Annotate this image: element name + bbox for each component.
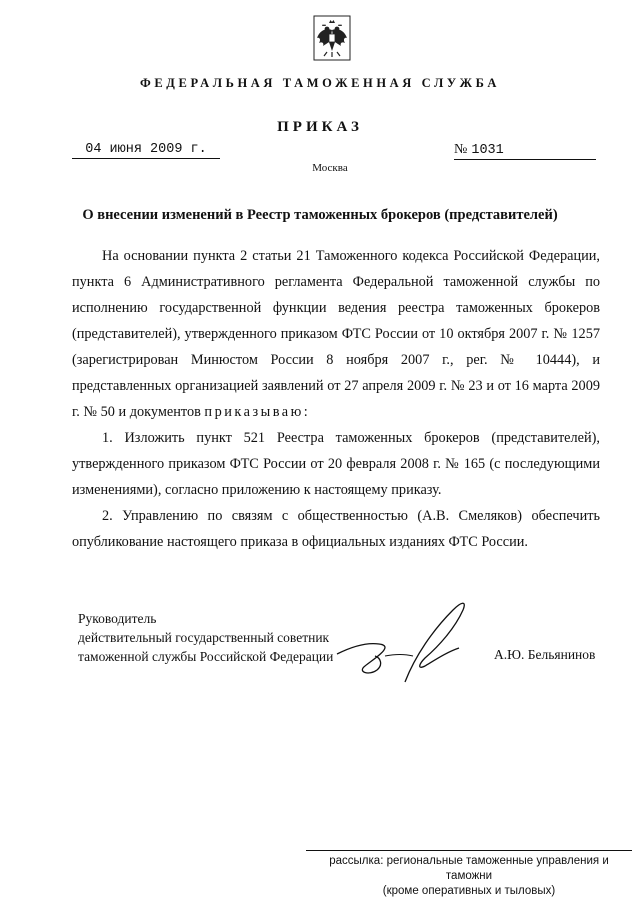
signer-line-1: Руководитель: [78, 611, 157, 626]
agency-name: ФЕДЕРАЛЬНАЯ ТАМОЖЕННАЯ СЛУЖБА: [140, 76, 500, 90]
distribution-line-2: (кроме оперативных и тыловых): [382, 885, 556, 897]
signer-name: А.Ю. Бельянинов: [494, 647, 596, 662]
document-type: ПРИКАЗ: [277, 119, 363, 135]
number-label: №: [454, 142, 468, 157]
order-body: [72, 243, 600, 555]
signature-icon: [335, 596, 485, 688]
paragraph-item-1: 1. Изложить пункт 521 Реестра таможенных брокеров (представителей), утвержденного приказом ФТС России от 20 февраля 2008 г. № 165 (с последующими изменениями), согласно приложению к настоящему приказу.: [72, 430, 600, 498]
order-date: 04 июня 2009 г.: [72, 142, 220, 159]
city: Москва: [312, 162, 348, 174]
order-subject: О внесении изменений в Реестр таможенных брокеров (представителей): [82, 207, 558, 223]
paragraph-item-2: 2. Управлению по связям с общественностью (А.В. Смеляков) обеспечить опубликование настоящего приказа в официальных изданиях ФТС России.: [72, 508, 600, 550]
order-word: приказываю:: [204, 404, 311, 420]
signer-line-3: таможенной службы Российской Федерации: [78, 649, 334, 664]
distribution-line-1: рассылка: региональные таможенные управления и таможни: [329, 855, 609, 882]
signer-position: [78, 609, 333, 666]
distribution-list: [306, 850, 632, 899]
number-value: 1031: [471, 143, 504, 158]
paragraph-basis: [72, 243, 600, 425]
basis-text: На основании пункта 2 статьи 21 Таможенного кодекса Российской Федерации, пункта 6 Административного регламента Федеральной таможенной службы по исполнению государственной функции ведения реестра таможенных брокеров (представителей), утвержденного приказом ФТС России от 10 октября 2007 г. № 1257 (зарегистрирован Минюстом России 8 ноября 2007 г., рег. № 10444), и представленных организацией заявлений от 27 апреля 2009 г. № 23 и от 16 марта 2009 г. № 50 и документов: [72, 248, 600, 420]
order-number: [454, 142, 596, 160]
signer-line-2: действительный государственный советник: [78, 630, 330, 645]
coat-of-arms-icon: [312, 14, 352, 62]
